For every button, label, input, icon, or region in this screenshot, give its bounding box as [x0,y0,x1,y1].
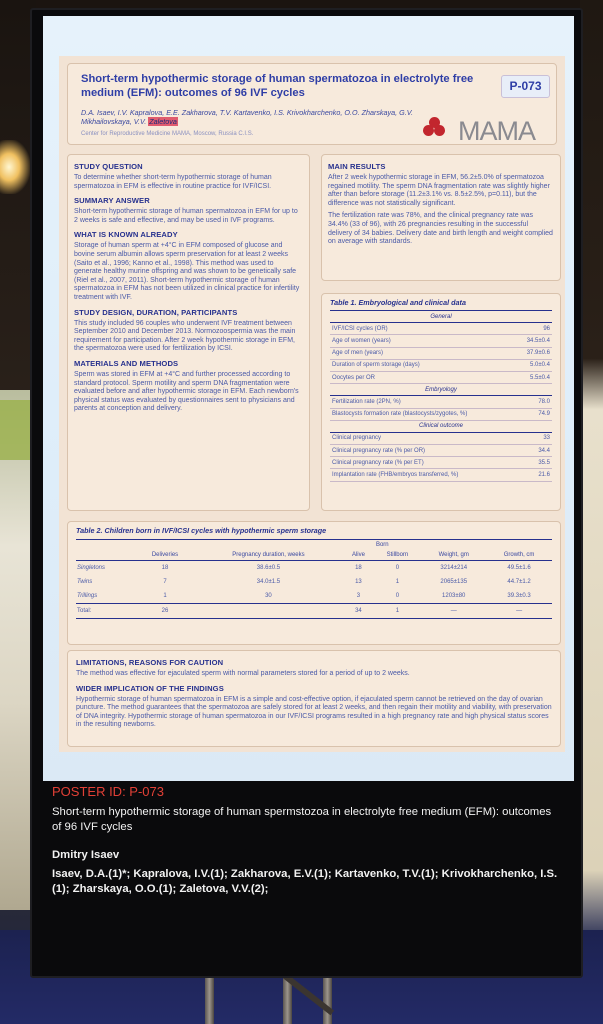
screen [43,16,574,781]
table-column-header: Stillborn [374,550,422,561]
table-row [76,575,552,589]
table-cell: 3214±214 [440,565,468,571]
section-heading: WIDER IMPLICATION OF THE FINDINGS [76,683,224,693]
table-column-header: Pregnancy duration, weeks [194,550,344,561]
table-cell: 1 [374,604,422,619]
table-cell-label: Clinical pregnancy rate (% per ET) [330,457,516,469]
section-heading: STUDY DESIGN, DURATION, PARTICIPANTS [74,307,238,317]
table-cell-value: 34.4 [516,445,552,457]
table-cell: 0 [395,593,400,599]
poster-title: Short-term hypothermic storage of human spermatozoa in electrolyte free medium (EFM): outcomes of 96 IVF cycles [81,73,474,99]
highlighted-author: Zaletova [149,117,177,126]
affiliation: Center for Reproductive Medicine MAMA, Moscow, Russia C.I.S. [81,131,254,137]
mama-logo [420,116,548,146]
section-heading: SUMMARY ANSWER [74,196,150,206]
table-row [330,432,552,444]
table-cell: 38.6±0.5 [256,565,281,571]
table-column-header [76,550,136,561]
main-results-panel [321,154,561,281]
table1-panel [321,293,561,511]
table-cell-value: 34.5±0.4 [516,335,552,347]
table-cell-value: 37.9±0.6 [516,347,552,359]
table-cell: Total: [76,604,136,619]
limitations-panel [67,650,561,747]
table-cell: 3 [356,593,361,599]
table-cell: 18 [161,565,169,571]
table2 [76,539,552,619]
table-row [76,561,552,576]
poster-authors: D.A. Isaev, I.V. Kapralova, E.E. Zakharova, T.V. Kartavenko, I.S. Krivokharchenko, O.O. Zharskaya, G.V. Mikhailovskaya, V.V. Zaletova [81,108,413,126]
background-right [580,0,603,1024]
table-row [330,445,552,457]
table-cell: 0 [395,565,400,571]
section-heading: STUDY QUESTION [74,162,143,171]
table-column-header: Weight, gm [421,550,486,561]
table-cell: 1 [395,579,400,585]
table-row [330,408,552,420]
section-body: The method was effective for ejaculated sperm with normal parameters stored for a period of up to 2 weeks. [76,670,410,677]
section-body: To determine whether short-term hypothermic storage of human spermatozoa in EFM is effective in routine practice for IVF/ICSI. [74,174,272,190]
table-cell: 13 [355,579,362,585]
section-body: The fertilization rate was 78%, and the clinical pregnancy rate was 34.4% (33 of 96), with 26 pregnancies resulting in the successful delivery of 34 babies. Delivery date and birth length and weight complied on average with standards. [328,212,553,246]
caption-title: Short-term hypothermic storage of human spermstozoa in electrolyte free medium (EFM): outcomes of 96 IVF cycles [52,806,552,833]
table-row [330,457,552,469]
section-body: Sperm was stored in EFM at +4°C and further processed according to standard protocol. Sperm motility and sperm DNA fragmentation were evaluated before and after hypothermic storage in EFM. Each newborn's physical status was evaluated by questionnaires sent to physicians and parents at conception and delivery. [74,370,299,413]
table-row [330,359,552,371]
section-heading: MAIN RESULTS [328,162,386,171]
table-cell-value: 96 [516,323,552,335]
caption-presenter: Dmitry Isaev [52,849,120,861]
table-column-header: Growth, cm [486,550,552,561]
table-cell [194,604,344,619]
table-row [330,396,552,408]
table-cell: 18 [355,565,362,571]
table-group-header: Born [343,540,421,551]
table-cell: 2065±135 [440,579,468,585]
table-cell: Twins [77,579,93,585]
section-body: Hypothermic storage of human spermatozoa in EFM is a simple and cost-effective option, if ejaculated sperm cannot be retrieved on the day of ovarian puncture. The method guarantees that the spermatozoa are safely stored for at least 2 weeks, and then regain their motility and viability, with preservation of DNA integrity. Hypothermic storage of human spermatozoa in our IVF/ICSI programs resulted in a high pregnancy rate and high physical status scores in the resulting newborns. [76,695,552,729]
table-cell-label: IVF/ICSI cycles (OR) [330,323,516,335]
table-cell: 49.5±1.6 [507,565,531,571]
table-row [330,323,552,335]
section-body: Storage of human sperm at +4°C in EFM composed of glucose and bovine serum albumin allows sperm preservation for at least 2 weeks (Saito et al., 1996; Kanno et al., 1998). This method was used to generate healthy murine offspring and was shown to be genetically safe (Riel et al., 2007, 2011). Short-term hypothermic storage of human spermatozoa in EFM has not been utilized in clinical practice for infertility treatment with IVF. [74,242,300,301]
logo-circle [429,117,440,128]
table-section-header: Clinical outcome [330,420,552,432]
table-cell-value: 5.5±0.4 [516,371,552,383]
e-poster [59,56,565,752]
table-cell-value: 33 [516,432,552,444]
table-cell: 34 [343,604,373,619]
caption-authors: Isaev, D.A.(1)*; Kapralova, I.V.(1); Zakharova, E.V.(1); Kartavenko, T.V.(1); Krivokharchenko, I.S.(1); Zharskaya, O.O.(1); Zaletova, V.V.(2); [52,868,558,895]
poster-header [67,63,557,145]
table-row [76,589,552,604]
table2-panel [67,521,561,645]
section-heading: LIMITATIONS, REASONS FOR CAUTION [76,658,224,667]
section-heading: MATERIALS AND METHODS [74,358,179,368]
table-section-header: Embryology [330,384,552,396]
table-cell-label: Clinical pregnancy rate (% per OR) [330,445,516,457]
section-body: This study included 96 couples who underwent IVF treatment between September 2010 and December 2013. Normozoospermia was the main requirement for participation. After 2 week hypothermic storage in EFM, the spermatozoa were used for fertilization by ICSI. [74,319,296,353]
caption-poster-id: POSTER ID: P-073 [52,784,164,799]
table-column-header: Alive [343,550,373,561]
table-cell-label: Fertilization rate (2PN, %) [330,396,516,408]
side-poster-board [0,390,34,910]
table-cell: 44.7±1.2 [507,579,531,585]
table-row [330,469,552,481]
table-cell-value: 78.0 [516,396,552,408]
table-cell-value: 21.6 [516,469,552,481]
section-body: After 2 week hypothermic storage in EFM, 56.2±5.0% of spermatozoa regained motility. The sperm DNA fragmentation rate was slightly higher after than before storage (11.2±3.1% vs. 8.5±2.5%, p=0.11), but the difference was not statistically significant. [328,174,550,207]
table-cell: Trillings [77,593,98,599]
table-column-header: Deliveries [136,550,193,561]
table-cell: 7 [163,579,167,585]
table-cell: — [486,604,552,619]
table-cell: 34.0±1.5 [256,579,281,585]
table-cell-label: Age of women (years) [330,335,516,347]
table-cell-label: Age of men (years) [330,347,516,359]
table-cell-label: Blastocysts formation rate (blastocysts/zygotes, %) [330,408,516,420]
table-cell: 39.3±0.3 [507,593,531,599]
table-cell: Singletons [77,565,106,571]
section-body: Short-term hypothermic storage of human spermatozoa in EFM for up to 2 weeks is safe and effective, and may be used in IVF programs. [74,208,298,224]
display-monitor [30,8,583,978]
table-cell-label: Oocytes per OR [330,371,516,383]
table-cell-value: 74.9 [516,408,552,420]
table-cell: — [421,604,486,619]
screen-caption [52,784,562,897]
table-cell-label: Clinical pregnancy [330,432,516,444]
table-title: Table 1. Embryological and clinical data [330,298,466,307]
table-row [76,604,552,619]
table-section-header: General [330,311,552,323]
table-row [330,335,552,347]
ceiling-lamp [0,140,30,194]
table1 [330,310,552,482]
table-cell: 30 [265,593,272,599]
table-cell: 26 [136,604,193,619]
table-cell-value: 5.0±0.4 [516,359,552,371]
left-column-panel [67,154,310,511]
table-cell: 1203±80 [442,593,466,599]
table-cell-value: 35.5 [516,457,552,469]
table-row [330,371,552,383]
table-cell-label: Duration of sperm storage (days) [330,359,516,371]
logo-wordmark: MAMA [458,116,535,146]
poster-id-badge: P-073 [501,75,550,98]
table-cell-label: Implantation rate (FHB/embryos transferred, %) [330,469,516,481]
table-cell: 1 [163,593,167,599]
table-title: Table 2. Children born in IVF/ICSI cycles with hypothermic sperm storage [76,526,327,535]
section-heading: WHAT IS KNOWN ALREADY [74,230,178,240]
table-row [330,347,552,359]
